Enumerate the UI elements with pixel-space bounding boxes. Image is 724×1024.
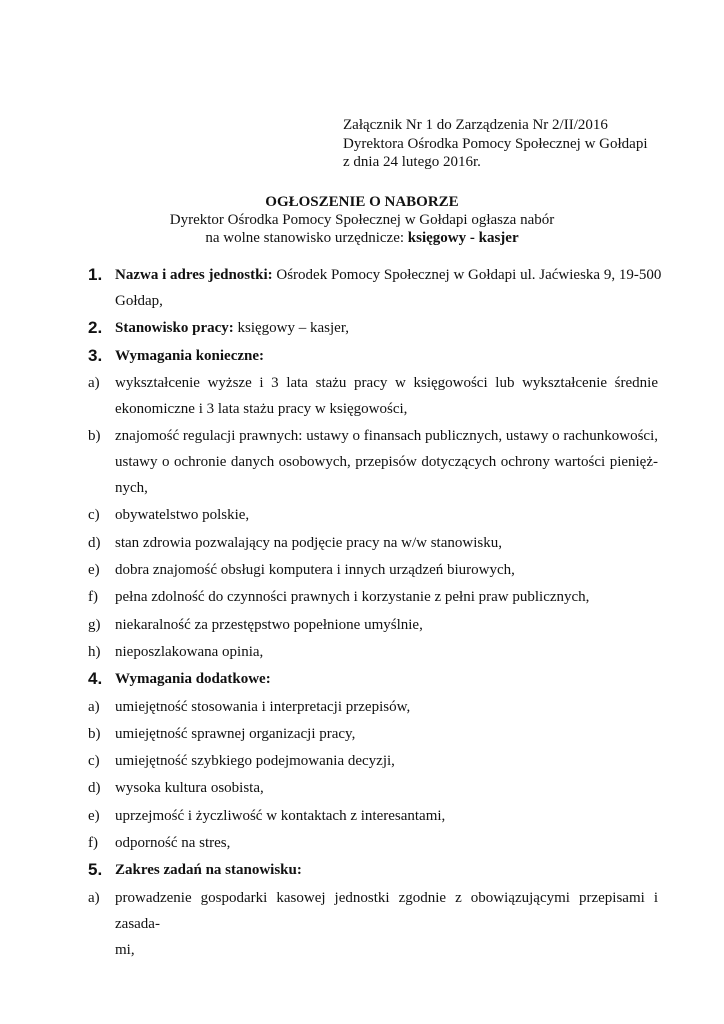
list-item <box>88 748 658 774</box>
list-marker: e) <box>88 807 100 824</box>
list-item <box>88 803 658 829</box>
list-item-line: znajomość regulacji prawnych: ustawy o finansach publicznych, ustawy o rachunkowości, <box>115 428 658 445</box>
list-item-line: dobra znajomość obsługi komputera i innych urządzeń biurowych, <box>115 562 515 579</box>
list-item <box>88 694 658 720</box>
list-marker: f) <box>88 589 98 606</box>
section-label: Wymagania dodatkowe: <box>115 671 271 688</box>
list-marker: g) <box>88 616 101 633</box>
position-name: księgowy - kasjer <box>407 230 519 246</box>
section-2-line <box>115 315 658 341</box>
section-label: Zakres zadań na stanowisku: <box>115 862 302 879</box>
section-text: księgowy – kasjer, <box>233 320 349 337</box>
section-number: 2. <box>88 318 103 338</box>
list-item <box>88 639 658 665</box>
list-item-line: ekonomiczne i 3 lata stażu pracy w księgowości, <box>115 400 408 417</box>
list-item <box>88 557 658 583</box>
section-number: 5. <box>88 860 103 880</box>
list-item-line: uprzejmość i życzliwość w kontaktach z interesantami, <box>115 807 446 824</box>
document-body <box>88 262 662 964</box>
list-item-line: wysoka kultura osobista, <box>115 780 264 797</box>
list-item-line: stan zdrowia pozwalający na podjęcie pracy na w/w stanowisku, <box>115 534 502 551</box>
list-marker: b) <box>88 725 101 742</box>
list-marker: h) <box>88 643 101 660</box>
section-label: Wymagania konieczne: <box>115 347 265 364</box>
attachment-header <box>343 116 648 172</box>
attachment-line-3: z dnia 24 lutego 2016r. <box>343 154 481 170</box>
section-3 <box>88 343 658 369</box>
list-item <box>88 502 658 528</box>
list-marker: a) <box>88 889 100 906</box>
list-marker: c) <box>88 753 100 770</box>
list-item-line: umiejętność sprawnej organizacji pracy, <box>115 725 356 742</box>
section-number: 1. <box>88 265 103 284</box>
attachment-line-2: Dyrektora Ośrodka Pomocy Społecznej w Gołdapi <box>343 135 648 152</box>
section-number: 4. <box>88 669 103 689</box>
section-number: 3. <box>88 345 103 365</box>
list-item <box>88 830 658 856</box>
list-item <box>88 370 658 422</box>
list-marker: f) <box>88 835 98 852</box>
announcement-heading: OGŁOSZENIE O NABORZE <box>265 194 459 210</box>
section-1-line-2: Gołdap, <box>115 293 163 309</box>
list-item-line: ustawy o ochronie danych osobowych, przepisów dotyczących ochrony wartości pienięż- <box>115 454 658 471</box>
section-text: Ośrodek Pomocy Społecznej w Gołdapi ul. Jaćwieska 9, 19-500 <box>272 267 662 283</box>
list-item-line: nych, <box>115 480 148 497</box>
list-item <box>88 584 658 610</box>
announcement-intro-line-1: Dyrektor Ośrodka Pomocy Społecznej w Gołdapi ogłasza nabór <box>169 212 555 228</box>
section-label: Nazwa i adres jednostki: <box>115 267 273 283</box>
list-item-line: prowadzenie gospodarki kasowej jednostki zgodnie z obowiązującymi przepisami i zasada- <box>115 889 658 932</box>
list-item <box>88 721 658 747</box>
list-marker: c) <box>88 507 100 524</box>
list-marker: d) <box>88 534 101 551</box>
announcement-intro-prefix: na wolne stanowisko urzędnicze: <box>205 230 408 246</box>
list-item <box>88 530 658 556</box>
section-1 <box>88 262 662 314</box>
list-marker: b) <box>88 428 101 445</box>
list-item <box>88 775 658 801</box>
list-item-line: pełna zdolność do czynności prawnych i korzystanie z pełni praw publicznych, <box>115 589 590 606</box>
list-item-line: mi, <box>115 941 135 958</box>
list-item-line: odporność na stres, <box>115 835 231 852</box>
announcement-title-block <box>0 193 724 247</box>
list-item-line: nieposzlakowana opinia, <box>115 643 264 660</box>
list-item-line: niekaralność za przestępstwo popełnione umyślnie, <box>115 616 423 633</box>
section-5 <box>88 857 658 883</box>
section-1-line-1 <box>115 262 662 288</box>
list-marker: a) <box>88 374 100 391</box>
list-item <box>88 612 658 638</box>
section-4 <box>88 666 658 692</box>
announcement-intro-line-2 <box>0 229 724 247</box>
attachment-line-1: Załącznik Nr 1 do Zarządzenia Nr 2/II/2016 <box>343 117 608 133</box>
list-marker: e) <box>88 562 100 579</box>
list-item-line: wykształcenie wyższe i 3 lata stażu pracy w księgowości lub wykształcenie średnie <box>115 374 658 391</box>
list-item-line: obywatelstwo polskie, <box>115 507 250 524</box>
list-item-line: umiejętność szybkiego podejmowania decyzji, <box>115 753 395 770</box>
list-marker: a) <box>88 698 100 715</box>
list-item <box>88 423 658 501</box>
list-item <box>88 885 658 963</box>
section-2 <box>88 315 658 341</box>
list-item-line: umiejętność stosowania i interpretacji przepisów, <box>115 698 411 715</box>
section-label: Stanowisko pracy: <box>115 320 234 337</box>
list-marker: d) <box>88 780 101 797</box>
